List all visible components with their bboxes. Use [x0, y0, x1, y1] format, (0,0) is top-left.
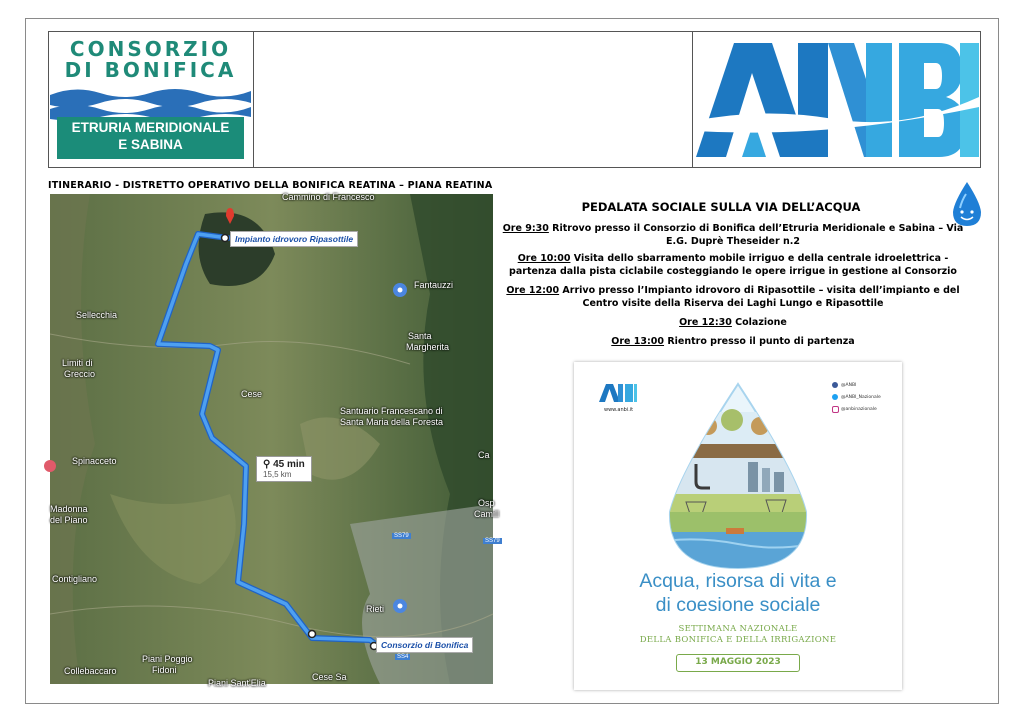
schedule-item: [500, 335, 966, 348]
itinerary-title: ITINERARIO - DISTRETTO OPERATIVO DELLA BONIFICA REATINA – PIANA REATINA: [48, 180, 493, 191]
map-place: Piani Poggio: [142, 654, 193, 664]
logo-sub-1: ETRURIA MERIDIONALE: [71, 120, 230, 135]
map-place: Cese Sa: [312, 672, 347, 682]
road-label: SS4: [397, 654, 409, 660]
map-place: Margherita: [406, 342, 450, 352]
poster-headline-1: Acqua, risorsa di vita e: [639, 570, 837, 592]
map-place: Spinacceto: [72, 456, 117, 466]
map-place: Santa: [408, 331, 432, 341]
map-place: Madonna: [50, 504, 88, 514]
schedule-text: Rientro presso il punto di partenza: [664, 336, 855, 347]
water-drop-illustration: [656, 382, 820, 572]
poster-subline-2: DELLA BONIFICA E DELLA IRRIGAZIONE: [639, 635, 837, 645]
map-place: Rieti: [366, 604, 385, 614]
schedule-text: Ritrovo presso il Consorzio di Bonifica dell’Etruria Meridionale e Sabina – Via E.G. Duprè Theseider n.2: [548, 223, 964, 247]
schedule-time: Ore 10:00: [517, 253, 571, 264]
map-terrain: [50, 194, 493, 684]
event-poster: [574, 362, 902, 690]
map-place: Collebaccaro: [64, 666, 117, 676]
poster-subline-1: SETTIMANA NAZIONALE: [678, 624, 798, 634]
schedule-text: Arrivo presso l’Impianto idrovoro di Ripasottile – visita dell’impianto e del Centro visite della Riserva dei Laghi Lungo e Ripasottile: [559, 285, 960, 309]
instagram-icon: [832, 406, 839, 413]
logo-sub-2: E SABINA: [118, 137, 183, 152]
schedule-item: [500, 252, 966, 278]
map-place: Piani Sant'Elia: [208, 678, 266, 688]
route-distance: 15,5 km: [263, 470, 292, 479]
schedule-item: [500, 284, 966, 310]
route-duration: 45 min: [273, 459, 305, 470]
start-marker-label[interactable]: Impianto idrovoro Ripasottile: [230, 231, 358, 247]
logo-line-2: DI BONIFICA: [64, 58, 237, 82]
twitter-icon: [832, 394, 838, 400]
schedule-item: [500, 316, 966, 329]
map-place: Fantauzzi: [414, 280, 454, 290]
road-label: SS79: [485, 538, 500, 544]
schedule-time: Ore 13:00: [611, 336, 665, 347]
schedule-item: [500, 222, 966, 248]
map-place: Cammino di Francesco: [282, 192, 375, 202]
map-place: Contigliano: [52, 574, 98, 584]
schedule-time: Ore 12:30: [679, 317, 732, 328]
anbi-mini-logo: [598, 382, 638, 404]
poster-url: www.anbi.it: [604, 407, 634, 413]
map-place: Santuario Francescano di: [340, 406, 443, 416]
road-label: SS79: [394, 533, 409, 539]
map-place: Fidoni: [152, 665, 177, 675]
map-place: Camill: [474, 509, 500, 519]
map-place: Sellecchia: [76, 310, 118, 320]
social-handle: @ANBI: [841, 383, 857, 388]
route-map[interactable]: [50, 192, 500, 688]
header-divider: [253, 31, 254, 168]
waves-icon: [50, 81, 251, 121]
map-place: Cese: [241, 389, 263, 399]
map-place: Osp: [478, 498, 495, 508]
bike-icon: ⚲: [263, 459, 274, 470]
map-place: Ca: [478, 450, 490, 460]
header-divider: [692, 31, 693, 168]
map-place: del Piano: [50, 515, 88, 525]
poster-headline-2: di coesione sociale: [655, 594, 821, 616]
event-title: PEDALATA SOCIALE SULLA VIA DELL’ACQUA: [581, 200, 861, 214]
logo-line-1: CONSORZIO: [69, 37, 232, 61]
social-handle: @ANBI_Nazionale: [841, 395, 881, 400]
end-marker-label[interactable]: Consorzio di Bonifica: [376, 637, 473, 653]
poster-date: 13 MAGGIO 2023: [676, 654, 800, 672]
anbi-logo: [694, 33, 979, 164]
social-handle: @anbinazionale: [841, 407, 877, 412]
route-duration-box[interactable]: [256, 456, 312, 482]
schedule-time: Ore 9:30: [502, 223, 549, 234]
schedule-text: Visita dello sbarramento mobile irriguo e della centrale idroelettrica - partenza dalla pista ciclabile costeggiando le opere irrigue in gestione al Consorzio: [509, 253, 957, 277]
facebook-icon: [832, 382, 838, 388]
map-place: Limiti di: [62, 358, 93, 368]
map-place: Santa Maria della Foresta: [340, 417, 444, 427]
schedule-time: Ore 12:00: [506, 285, 560, 296]
schedule-text: Colazione: [731, 317, 787, 328]
consorzio-logo: [50, 33, 251, 164]
map-place: Greccio: [64, 369, 96, 379]
